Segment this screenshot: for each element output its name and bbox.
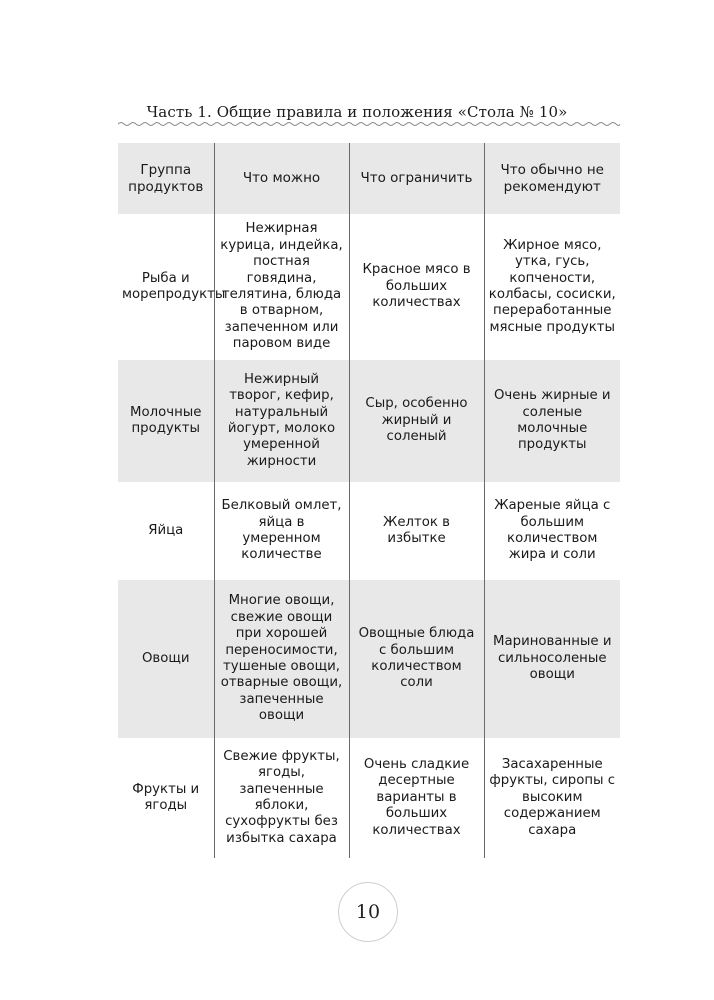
cell-not-recommended: Жареные яйца с большим количеством жира и соли <box>484 482 620 580</box>
header-not-recommended: Что обычно не рекомендуют <box>484 143 620 214</box>
cell-limit: Сыр, особенно жирный и соленый <box>349 360 484 482</box>
table-row <box>118 214 620 360</box>
running-head: Часть 1. Общие правила и положения «Стола № 10» <box>146 103 568 121</box>
cell-group: Фрукты и ягоды <box>132 781 200 813</box>
cell-allowed: Белковый омлет, яйца в умеренном количестве <box>214 482 349 580</box>
header-group: Группа продуктов <box>118 143 214 214</box>
cell-allowed: Нежирная курица, индейка, постная говядина, телятина, блюда в отварном, запеченном или паровом виде <box>214 214 349 360</box>
table-row <box>118 360 620 482</box>
cell-not-recommended: Маринованные и сильносоленые овощи <box>484 580 620 738</box>
cell-limit: Желток в избытке <box>349 482 484 580</box>
cell-group: Яйца <box>148 522 184 538</box>
table-row <box>118 738 620 858</box>
cell-allowed: Многие овощи, свежие овощи при хорошей переносимости, тушеные овощи, отварные овощи, запеченные овощи <box>214 580 349 738</box>
cell-limit: Очень сладкие десертные варианты в больших количествах <box>349 738 484 858</box>
cell-not-recommended: Засахаренные фрукты, сиропы с высоким содержанием сахара <box>484 738 620 858</box>
table-row <box>118 580 620 738</box>
cell-group: Рыба и морепродукты <box>122 270 226 302</box>
cell-limit: Овощные блюда с большим количеством соли <box>349 580 484 738</box>
header-allowed: Что можно <box>214 143 349 214</box>
cell-limit: Красное мясо в больших количествах <box>349 214 484 360</box>
header-limit: Что ограничить <box>349 143 484 214</box>
cell-not-recommended: Жирное мясо, утка, гусь, копчености, колбасы, сосиски, переработанные мясные продукты <box>484 214 620 360</box>
table-row <box>118 482 620 580</box>
table-header-row <box>118 143 620 214</box>
page-number: 10 <box>338 882 398 942</box>
cell-group: Молочные продукты <box>118 360 214 482</box>
cell-group: Овощи <box>118 580 214 738</box>
wavy-rule <box>118 120 620 128</box>
diet-table <box>118 143 620 858</box>
cell-allowed: Нежирный творог, кефир, натуральный йогурт, молоко умеренной жирности <box>214 360 349 482</box>
cell-not-recommended: Очень жирные и соленые молочные продукты <box>484 360 620 482</box>
cell-allowed: Свежие фрукты, ягоды, запеченные яблоки, сухофрукты без избытка сахара <box>214 738 349 858</box>
